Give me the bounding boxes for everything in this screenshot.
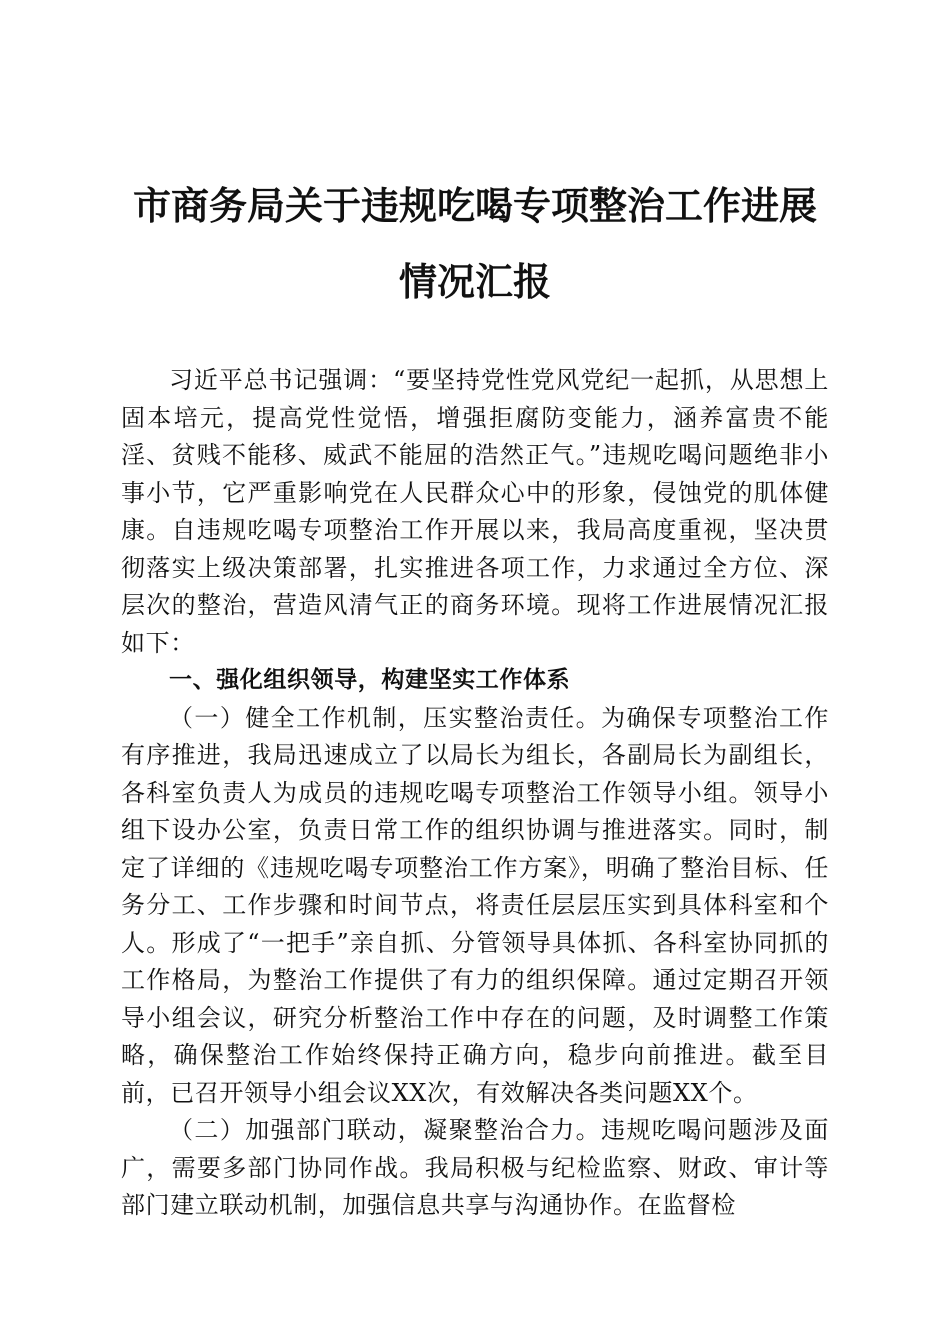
document-title: 市商务局关于违规吃喝专项整治工作进展情况汇报	[132, 183, 817, 304]
section-1-heading: 一、强化组织领导，构建坚实工作体系	[169, 667, 571, 693]
intro-paragraph: 习近平总书记强调：“要坚持党性党风党纪一起抓，从思想上固本培元，提高党性觉悟，增强拒腐防变能力，涵养富贵不能淫、贫贱不能移、威武不能屈的浩然正气。”违规吃喝问题绝非小事小节，它严重影响党在人民群众心中的形象，侵蚀党的肌体健康。自违规吃喝专项整治工作开展以来，我局高度重视，坚决贯彻落实上级决策部署，扎实推进各项工作，力求通过全方位、深层次的整治，营造风清气正的商务环境。现将工作进展情况汇报如下：	[121, 366, 829, 657]
subsection-1-paragraph	[121, 700, 829, 1113]
subsection-1-lead: （一）健全工作机制，压实整治责任。	[169, 703, 602, 732]
subsection-1-body: 为确保专项整治工作有序推进，我局迅速成立了以局长为组长，各副局长为副组长，各科室负责人为成员的违规吃喝专项整治工作领导小组。领导小组下设办公室，负责日常工作的组织协调与推进落实。同时，制定了详细的《违规吃喝专项整治工作方案》，明确了整治目标、任务分工、工作步骤和时间节点，将责任层层压实到具体科室和个人。形成了“一把手”亲自抓、分管领导具体抓、各科室协同抓的工作格局，为整治工作提供了有力的组织保障。通过定期召开领导小组会议，研究分析整治工作中存在的问题，及时调整工作策略，确保整治工作始终保持正确方向，稳步向前推进。截至目前，已召开领导小组会议XX次，有效解决各类问题XX个。	[121, 703, 830, 1107]
subsection-2-lead: （二）加强部门联动，凝聚整治合力。	[169, 1116, 602, 1144]
document-body	[121, 362, 829, 1225]
subsection-2-body: 违规吃喝问题涉及面广，需要多部门协同作战。我局积极与纪检监察、财政、审计等部门建立联动机制，加强信息共享与沟通协作。在监督检	[121, 1116, 830, 1219]
subsection-2-paragraph	[121, 1112, 829, 1225]
